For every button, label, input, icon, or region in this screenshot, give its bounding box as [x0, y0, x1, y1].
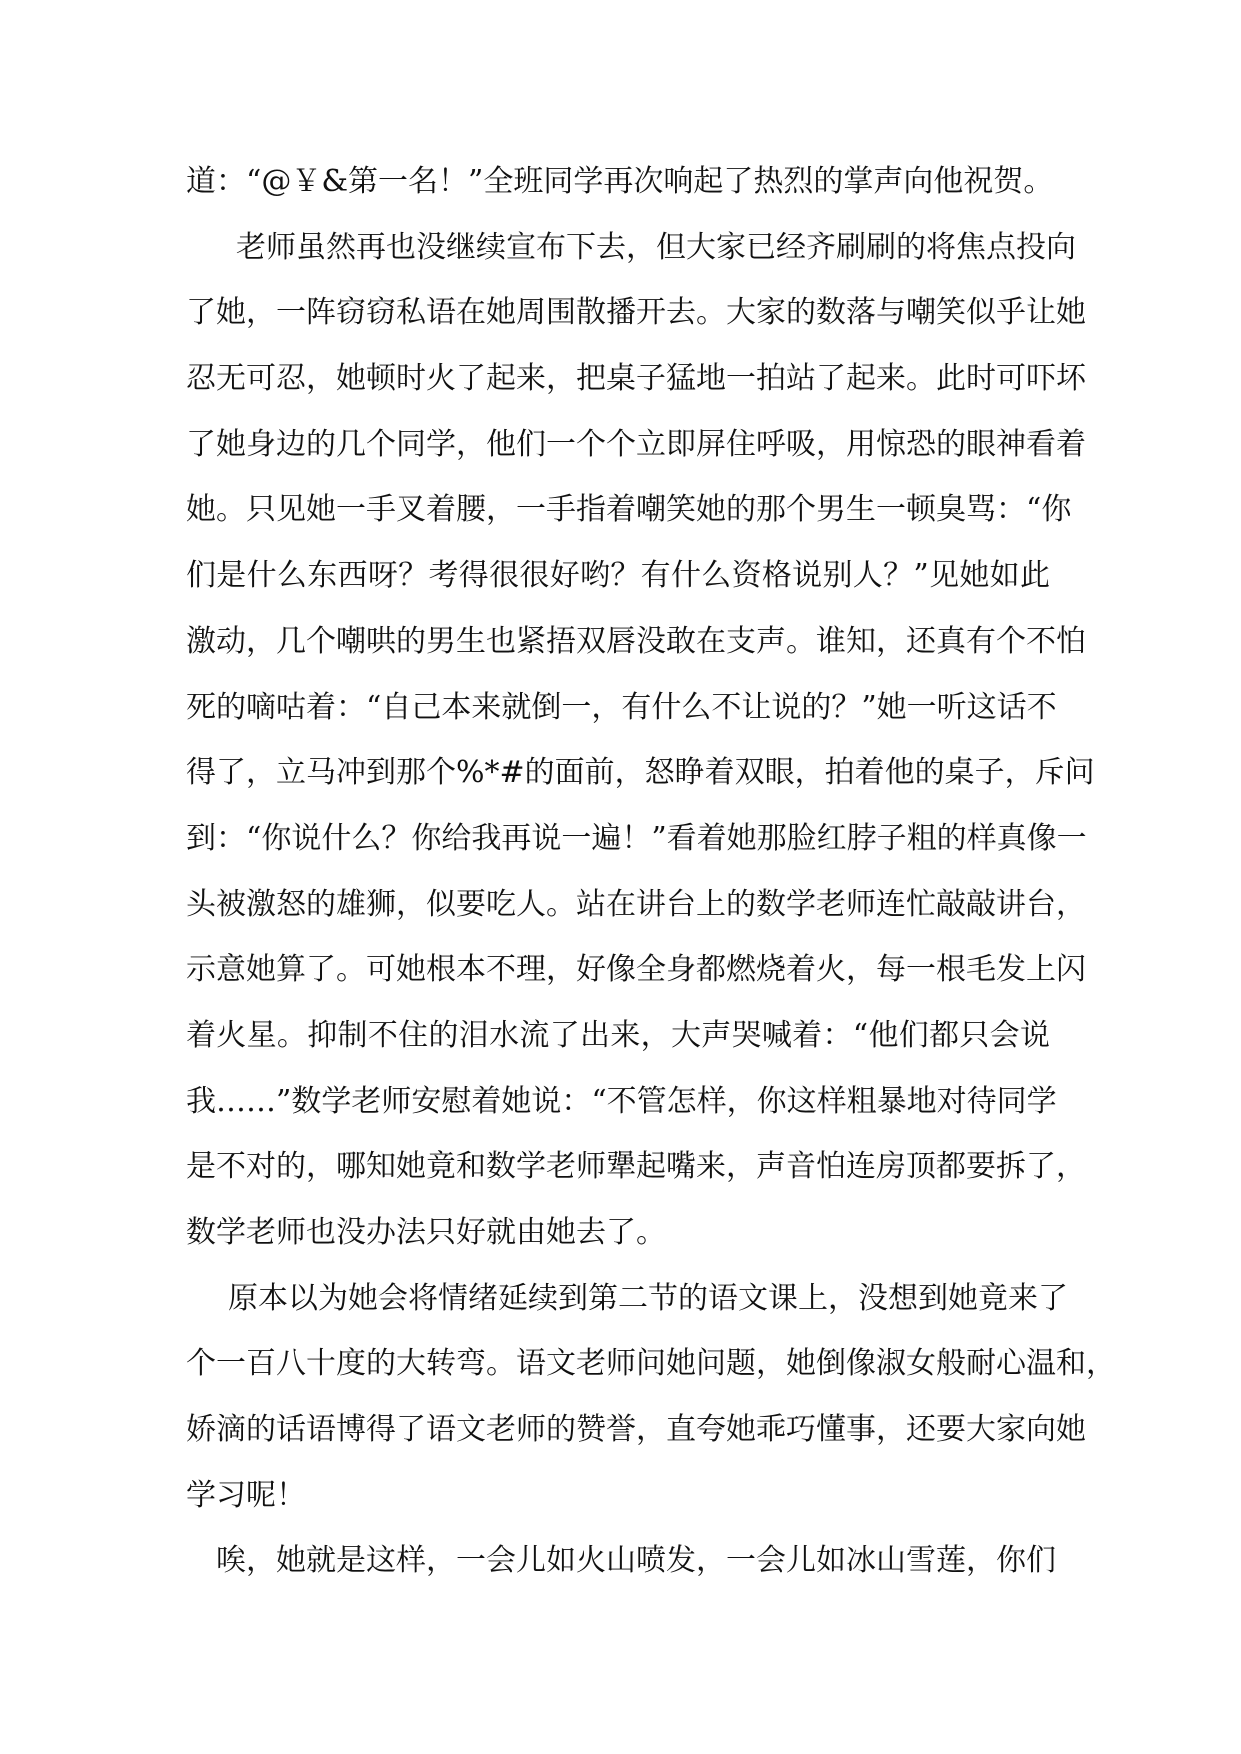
paragraph-end-line: 数学老师也没办法只好就由她去了。 [186, 1215, 666, 1250]
paragraph-start-line: 原本以为她会将情绪延续到第二节的语文课上，没想到她竟来了 [228, 1280, 1068, 1316]
text-line: 死的嘀咕着：“自己本来就倒一，有什么不让说的？”她一听这话不 [186, 689, 1057, 725]
paragraph-start-line: 唉，她就是这样，一会儿如火山喷发，一会儿如冰山雪莲，你们 [216, 1543, 1056, 1579]
text-line: 激动，几个嘲哄的男生也紧捂双唇没敢在支声。谁知，还真有个不怕 [186, 623, 1086, 659]
text-line: 到：“你说什么？你给我再说一遍！”看着她那脸红脖子粗的样真像一 [186, 820, 1087, 856]
text-line: 是不对的，哪知她竟和数学老师犟起嘴来，声音怕连房顶都要拆了， [186, 1149, 1086, 1185]
text-line: 我……”数学老师安慰着她说：“不管怎样，你这样粗暴地对待同学 [186, 1083, 1057, 1119]
text-line: 得了，立马冲到那个%*#的面前，怒睁着双眼，拍着他的桌子，斥问 [186, 755, 1095, 791]
text-line: 头被激怒的雄狮，似要吃人。站在讲台上的数学老师连忙敲敲讲台， [186, 886, 1086, 922]
text-line: 忍无可忍，她顿时火了起来，把桌子猛地一拍站了起来。此时可吓坏 [186, 361, 1086, 397]
text-line: 娇滴的话语博得了语文老师的赞誉，直夸她乖巧懂事，还要大家向她 [186, 1412, 1086, 1448]
text-line: 了她，一阵窃窃私语在她周围散播开去。大家的数落与嘲笑似乎让她 [186, 295, 1086, 331]
text-line: 个一百八十度的大转弯。语文老师问她问题，她倒像淑女般耐心温和， [186, 1346, 1116, 1382]
paragraph-start-line: 老师虽然再也没继续宣布下去，但大家已经齐刷刷的将焦点投向 [236, 229, 1076, 265]
text-line: 着火星。抑制不住的泪水流了出来，大声哭喊着：“他们都只会说 [186, 1017, 1050, 1053]
text-line: 她。只见她一手叉着腰，一手指着嘲笑她的那个男生一顿臭骂：“你 [186, 492, 1072, 528]
text-line: 示意她算了。可她根本不理，好像全身都燃烧着火，每一根毛发上闪 [186, 952, 1086, 988]
body-text [186, 159, 1116, 1604]
paragraph-end-line: 学习呢！ [186, 1477, 306, 1513]
text-line: 道：“@￥&第一名！”全班同学再次响起了热烈的掌声向他祝贺。 [186, 164, 1054, 199]
text-line: 们是什么东西呀？考得很很好哟？有什么资格说别人？”见她如此 [186, 558, 1050, 594]
text-line: 了她身边的几个同学，他们一个个立即屏住呼吸，用惊恐的眼神看着 [186, 426, 1086, 462]
